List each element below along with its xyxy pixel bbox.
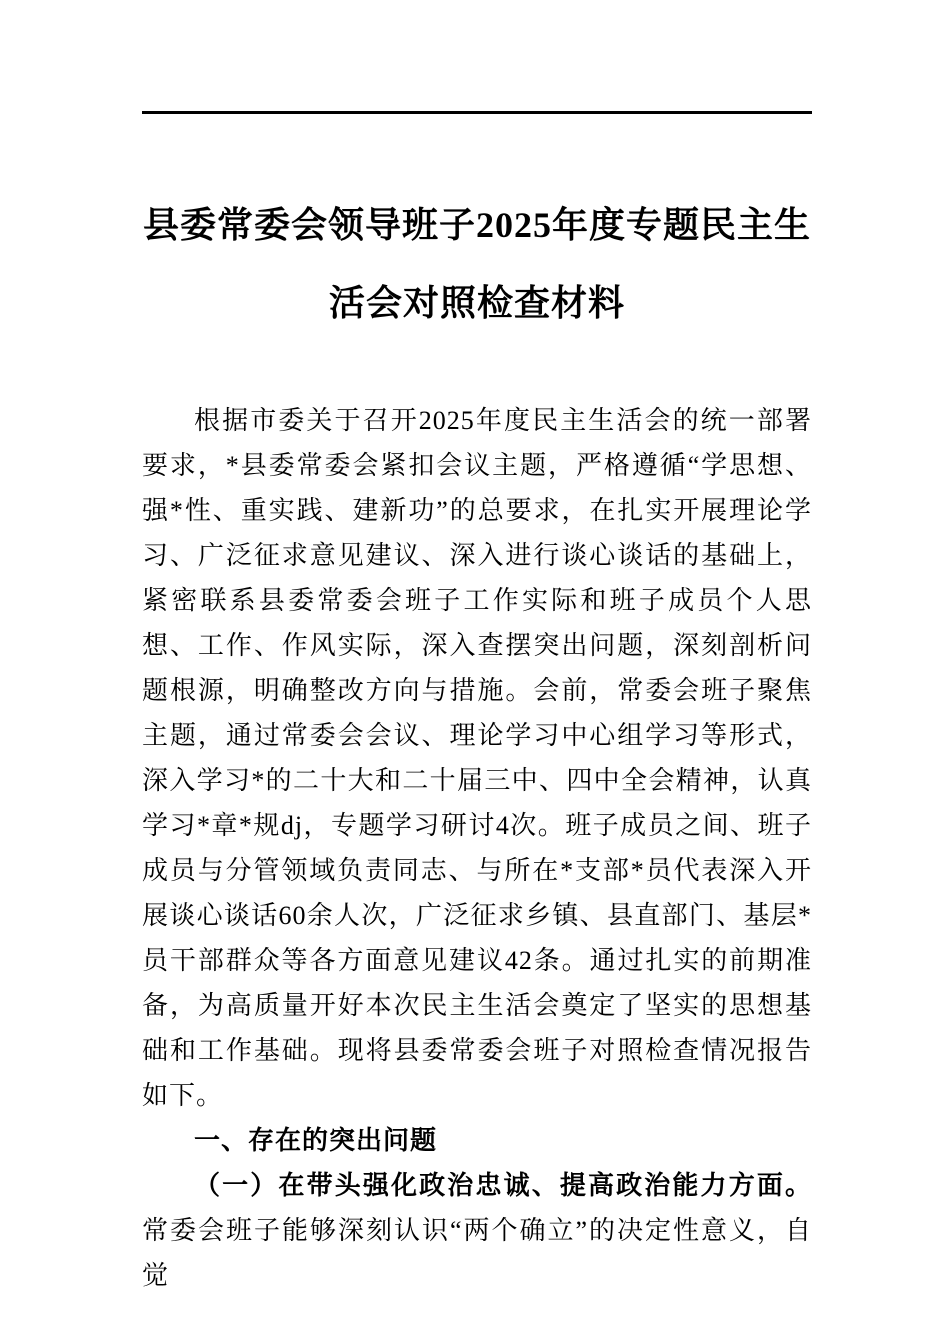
paragraph-subsection-1 xyxy=(142,1163,812,1298)
document-body xyxy=(142,398,812,1298)
paragraph-intro: 根据市委关于召开2025年度民主生活会的统一部署要求，*县委常委会紧扣会议主题，严格遵循“学思想、强*性、重实践、建新功”的总要求，在扎实开展理论学习、广泛征求意见建议、深入进行谈心谈话的基础上，紧密联系县委常委会班子工作实际和班子成员个人思想、工作、作风实际，深入查摆突出问题，深刻剖析问题根源，明确整改方向与措施。会前，常委会班子聚焦主题，通过常委会会议、理论学习中心组学习等形式，深入学习*的二十大和二十届三中、四中全会精神，认真学习*章*规dj，专题学习研讨4次。班子成员之间、班子成员与分管领域负责同志、与所在*支部*员代表深入开展谈心谈话60余人次，广泛征求乡镇、县直部门、基层*员干部群众等各方面意见建议42条。通过扎实的前期准备，为高质量开好本次民主生活会奠定了坚实的思想基础和工作基础。现将县委常委会班子对照检查情况报告如下。 xyxy=(142,406,812,1110)
document-title: 县委常委会领导班子2025年度专题民主生活会对照检查材料 xyxy=(142,205,811,323)
section-heading-problems: 一、存在的突出问题 xyxy=(194,1125,438,1155)
subsection-1-lead: （一）在带头强化政治忠诚、提高政治能力方面。 xyxy=(194,1171,812,1200)
header-rule xyxy=(142,111,812,114)
subsection-1-text: 常委会班子能够深刻认识“两个确立”的决定性意义，自觉 xyxy=(142,1216,812,1290)
